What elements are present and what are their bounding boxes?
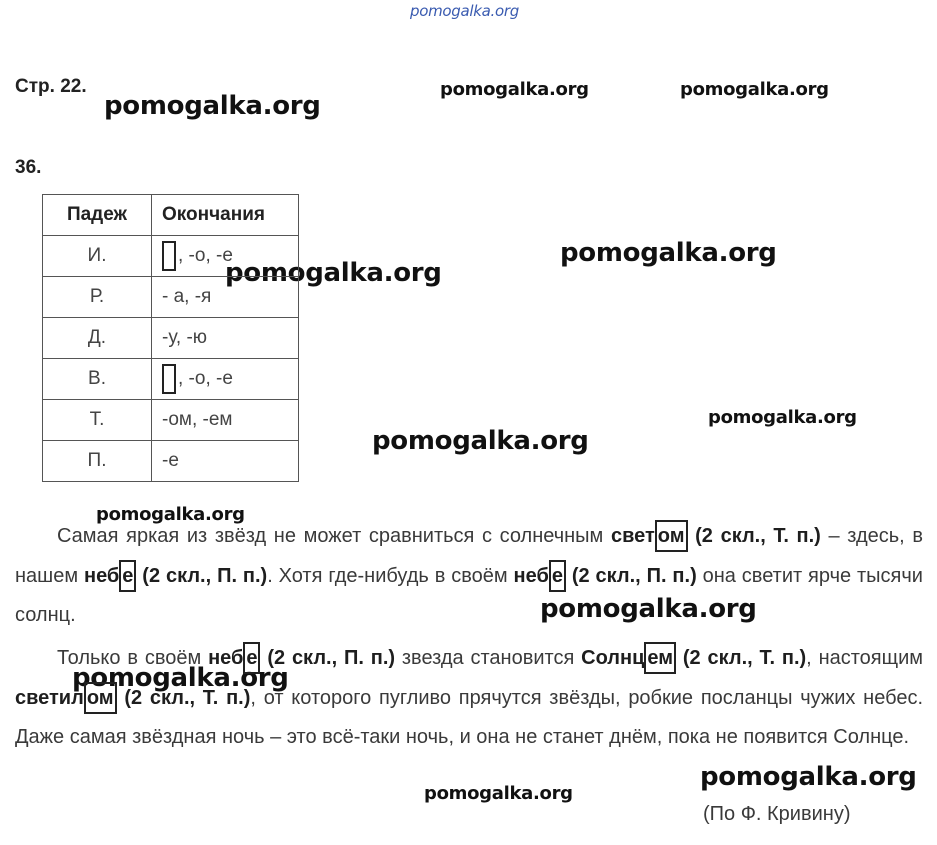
ending-cell: - а, -я [152,277,299,318]
analyzed-word [208,647,395,669]
case-cell: Т. [43,400,152,441]
grammar-note: (2 скл., П. п.) [565,564,697,587]
watermark: pomogalka.org [680,79,829,100]
word-ending-box: е [243,642,260,674]
ending-text: , -о, -е [178,368,233,390]
text-fragment: – здесь, в нашем [15,525,923,587]
ending-cell [152,359,299,400]
grammar-note: (2 скл., Т. п.) [116,686,251,709]
grammar-note: (2 скл., Т. п.) [676,647,807,669]
word-stem: неб [208,647,244,669]
word-ending-box: е [119,560,136,592]
column-header-case: Падеж [43,195,152,236]
table-header-row [43,195,299,236]
page-label: Стр. 22. [15,76,87,97]
word-stem: свет [610,525,655,547]
column-header-endings: Окончания [152,195,299,236]
watermark: pomogalka.org [372,426,589,456]
paragraph-2 [15,639,923,758]
word-ending-box: е [549,560,566,592]
analyzed-word [611,525,821,547]
ending-cell: -е [152,441,299,482]
table-row [43,236,299,277]
zero-ending-box [162,364,176,394]
analyzed-word [84,565,267,587]
case-cell: Д. [43,318,152,359]
watermark: pomogalka.org [104,91,321,121]
watermark: pomogalka.org [440,79,589,100]
word-stem: светил [15,686,84,709]
source-attribution: (По Ф. Кривину) [703,803,851,825]
word-stem: неб [83,564,120,587]
text-fragment: Самая яркая из звёзд не может сравниться с солнечным [57,525,611,547]
grammar-note: (2 скл., П. п.) [260,647,396,669]
watermark: pomogalka.org [708,407,857,428]
ending-cell [152,236,299,277]
ending-cell: -у, -ю [152,318,299,359]
grammar-note: (2 скл., П. п.) [136,564,268,587]
watermark-top: pomogalka.org [410,2,519,20]
word-stem: Солнц [581,647,645,669]
ending-cell: -ом, -ем [152,400,299,441]
word-ending-box: ом [84,682,117,714]
text-fragment: , от которого пугливо прячутся звёзды, робкие посланцы чужих небес. Даже самая звёздная ночь – это всё-таки ночь, и она не станет днём, пока не появится Солнце. [15,686,923,748]
word-stem: неб [513,564,549,587]
watermark: pomogalka.org [540,594,757,624]
table-row [43,277,299,318]
text-fragment: , настоящим [806,647,923,669]
case-cell: В. [43,359,152,400]
watermark: pomogalka.org [560,238,777,268]
case-endings-table [42,194,299,482]
case-cell: Р. [43,277,152,318]
analyzed-word [514,565,697,587]
text-fragment: . Хотя где-нибудь в своём [267,564,514,587]
table-row [43,441,299,482]
text-fragment: Только в своём [57,647,209,669]
case-cell: П. [43,441,152,482]
text-fragment: она светит ярче тысячи солнц. [15,564,923,626]
watermark: pomogalka.org [72,663,289,693]
watermark: pomogalka.org [96,504,245,525]
exercise-number: 36. [15,157,42,178]
watermark: pomogalka.org [700,762,917,792]
analyzed-word [581,647,806,669]
word-ending-box: ем [644,642,676,674]
table-row [43,318,299,359]
watermark: pomogalka.org [225,258,442,288]
grammar-note: (2 скл., Т. п.) [687,525,821,547]
table-row [43,400,299,441]
word-ending-box: ом [655,520,688,552]
table-row [43,359,299,400]
paragraph-1 [15,517,923,636]
case-cell: И. [43,236,152,277]
watermark: pomogalka.org [424,783,573,804]
zero-ending-box [162,241,176,271]
ending-text: , -о, -е [178,245,233,267]
text-fragment: звезда становится [395,647,582,669]
analyzed-word [15,687,250,709]
